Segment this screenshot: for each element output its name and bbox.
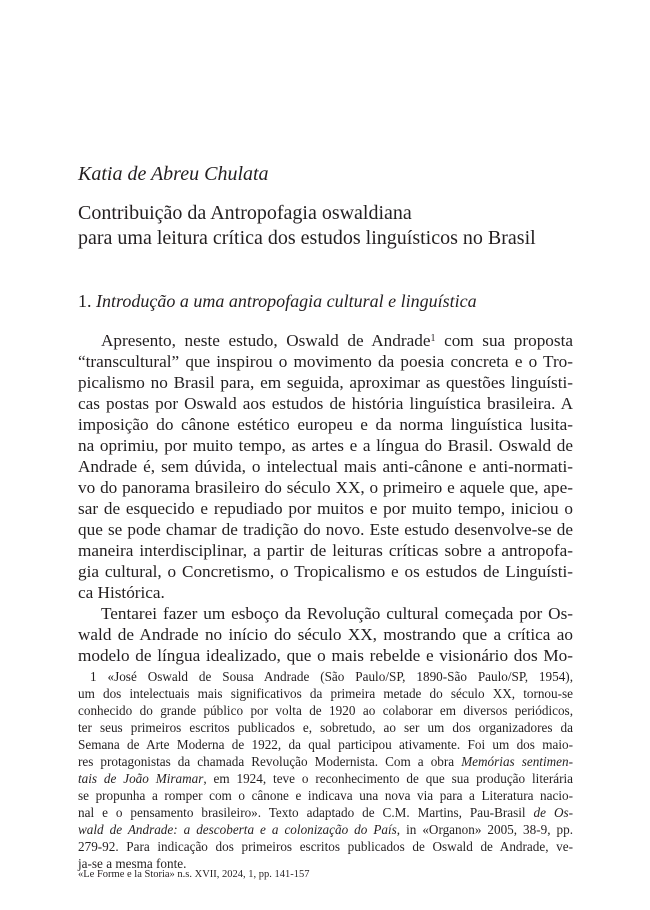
footnote-number: 1 [90,669,97,684]
body-line: modelo de língua idealizado, que o mais rebelde e visionário dos Mo- [78,646,573,665]
footnote-line [78,770,573,787]
body-line: maneira interdisciplinar, a partir de leituras críticas sobre a antropofa- [78,541,573,560]
footnote-italic-title: wald de Andrade: a descoberta e a colonização do País [78,822,397,837]
body-line: gia cultural, o Concretismo, o Tropicalismo e os estudos de Linguísti- [78,562,573,581]
footnote-italic-title: Memórias sentimen- [461,754,573,769]
author-name: Katia de Abreu Chulata [78,163,269,185]
footnote-line: ter seus primeiros escritos publicados e, sobretudo, ao ser um dos organizadores da [78,720,573,735]
body-line: na oprimiu, por muito tempo, as artes e a língua do Brasil. Oswald de [78,436,573,455]
footnote-line [78,804,573,821]
footnote-line: ja-se a mesma fonte. [78,856,187,871]
footnote-line [78,668,573,685]
body-line: cas postas por Oswald aos estudos de história linguística brasileira. A [78,394,573,413]
footnote-line: Semana de Arte Moderna de 1922, da qual participou ativamente. Foi um dos maio- [78,737,573,752]
footnote-italic-title: tais de João Miramar [78,771,204,786]
body-line [78,330,573,351]
footnote-reference[interactable]: 1 [430,333,436,344]
body-line: ca Histórica. [78,583,165,602]
article-title-line-1: Contribuição da Antropofagia oswaldiana [78,202,412,224]
running-footer: «Le Forme e la Storia» n.s. XVII, 2024, 1, pp. 141-157 [78,869,310,880]
body-line: vo do panorama brasileiro do século XX, o primeiro e aquele que, ape- [78,478,573,497]
footnote-text: , em 1924, teve o reconhecimento de que sua produção literária [203,771,573,786]
section-heading [78,291,477,312]
section-title: Introdução a uma antropofagia cultural e linguística [96,291,477,311]
section-number: 1. [78,291,92,311]
body-line: wald de Andrade no início do século XX, mostrando que a crítica ao [78,625,573,644]
body-text: Apresento, neste estudo, Oswald de Andrade [101,331,431,350]
body-line: Andrade é, sem dúvida, o intelectual mais anti-cânone e anti-normati- [78,457,573,476]
footnote-line: conhecido do grande público por volta de 1920 ao colaborar em diversos periódicos, [78,703,573,718]
body-line: Tentarei fazer um esboço da Revolução cultural começada por Os- [101,604,573,623]
body-text: com sua proposta [435,331,573,350]
footnote-text: nal e o pensamento brasileiro». Texto adaptado de C.M. Martins, Pau-Brasil [78,805,534,820]
body-line: sar de esquecido e repudiado por muitos e por muito tempo, iniciou o [78,499,573,518]
body-line: que se pode chamar de tradição do novo. Este estudo desenvolve-se de [78,520,573,539]
footnote-line [78,821,573,838]
footnote-line [78,753,573,770]
body-line: picalismo no Brasil para, em seguida, aproximar as questões linguísti- [78,373,573,392]
body-line: “transcultural” que inspirou o movimento da poesia concreta e o Tro- [78,352,573,371]
footnote-text: , in «Organon» 2005, 38-9, pp. [396,822,573,837]
article-title-line-2: para uma leitura crítica dos estudos linguísticos no Brasil [78,227,536,249]
footnote-italic-title: de Os- [533,805,573,820]
footnote-line: 279-92. Para indicação dos primeiros escritos publicados de Oswald de Andrade, ve- [78,839,573,854]
footnote-text: «José Oswald de Sousa Andrade (São Paulo/SP, 1890-São Paulo/SP, 1954), [96,669,573,684]
footnote-text: res protagonistas da chamada Revolução Modernista. Com a obra [78,754,462,769]
footnote-line: se propunha a romper com o cânone e indicava una nova via para a Literatura nacio- [78,788,573,803]
footnote-line: um dos intelectuais mais significativos da primeira metade do século XX, tornou-se [78,686,573,701]
body-line: imposição do cânone estético europeu e da norma linguística lusita- [78,415,573,434]
